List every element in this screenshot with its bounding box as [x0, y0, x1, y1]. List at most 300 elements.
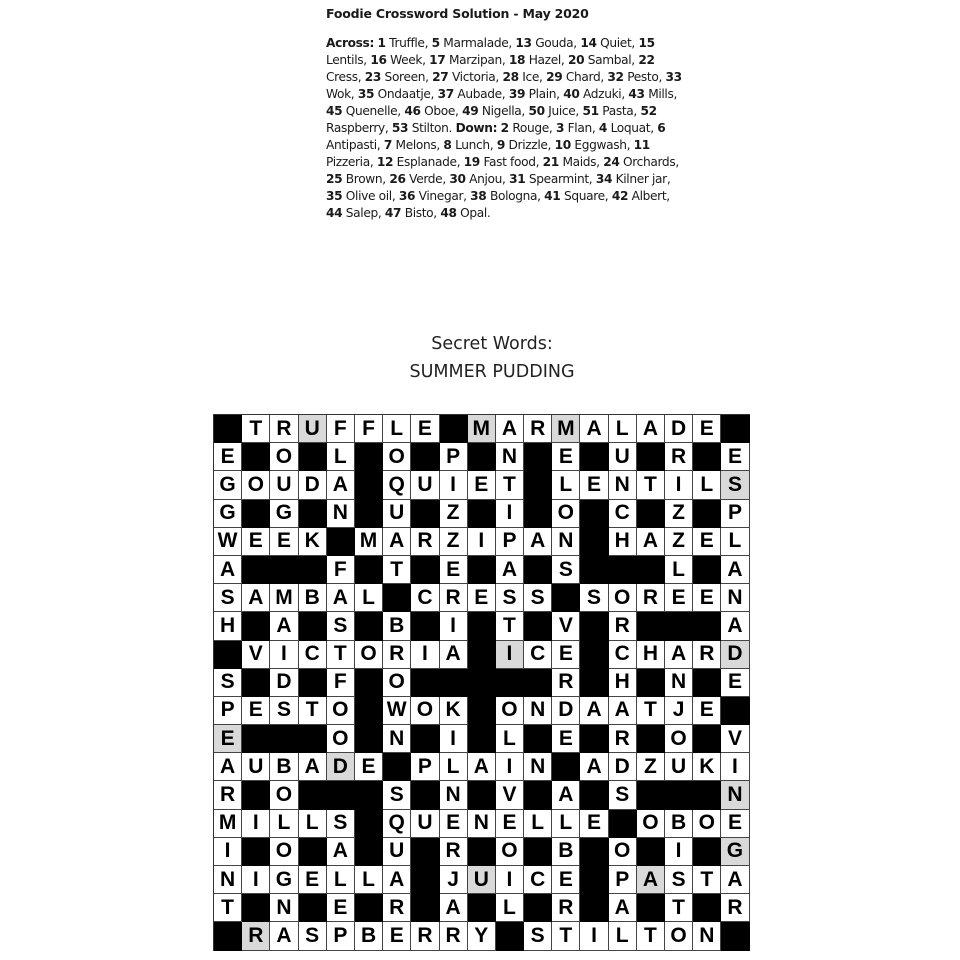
grid-cell: L: [383, 415, 411, 443]
grid-block: [580, 781, 608, 809]
grid-block: [524, 838, 552, 866]
grid-block: [524, 894, 552, 922]
grid-cell: E: [552, 725, 580, 753]
across-clue-number: 29: [546, 70, 563, 84]
grid-cell: R: [383, 641, 411, 669]
grid-cell: I: [496, 753, 524, 781]
grid-cell: F: [327, 556, 355, 584]
grid-cell: O: [693, 810, 721, 838]
grid-cell: D: [665, 415, 693, 443]
grid-block: [299, 781, 327, 809]
grid-cell: L: [552, 471, 580, 499]
grid-cell: I: [214, 838, 242, 866]
down-answer: Olive oil,: [342, 189, 396, 203]
grid-cell: I: [411, 641, 439, 669]
grid-cell: B: [299, 584, 327, 612]
grid-cell: J: [665, 697, 693, 725]
grid-cell: I: [440, 471, 468, 499]
grid-block: [637, 612, 665, 640]
grid-cell: T: [242, 415, 270, 443]
grid-cell: R: [524, 415, 552, 443]
down-answer: Rouge,: [508, 121, 553, 135]
across-answer: Juice,: [544, 104, 579, 118]
grid-cell-highlighted: A: [637, 866, 665, 894]
grid-cell: R: [270, 415, 298, 443]
grid-cell: N: [270, 894, 298, 922]
grid-block: [637, 556, 665, 584]
grid-cell: M: [270, 584, 298, 612]
grid-cell: Y: [468, 922, 496, 950]
grid-cell: R: [383, 894, 411, 922]
grid-cell: E: [355, 753, 383, 781]
grid-block: [327, 528, 355, 556]
grid-cell: E: [440, 556, 468, 584]
grid-cell: E: [496, 810, 524, 838]
grid-cell: D: [299, 471, 327, 499]
grid-cell: U: [411, 471, 439, 499]
grid-cell: E: [693, 584, 721, 612]
grid-block: [299, 725, 327, 753]
grid-cell-highlighted: M: [552, 415, 580, 443]
grid-block: [355, 810, 383, 838]
grid-block: [468, 781, 496, 809]
grid-block: [214, 922, 242, 950]
grid-block: [693, 781, 721, 809]
grid-block: [524, 669, 552, 697]
grid-cell: P: [440, 443, 468, 471]
grid-block: [327, 781, 355, 809]
solution-panel: [326, 6, 686, 222]
grid-cell: P: [214, 697, 242, 725]
grid-cell: N: [609, 471, 637, 499]
across-clue-number: 49: [462, 104, 479, 118]
down-answer: Bologna,: [486, 189, 541, 203]
grid-block: [242, 894, 270, 922]
grid-cell: C: [524, 641, 552, 669]
grid-block: [468, 556, 496, 584]
grid-cell: S: [383, 781, 411, 809]
grid-cell: F: [327, 669, 355, 697]
secret-words-section: [0, 330, 960, 386]
grid-cell: C: [609, 500, 637, 528]
grid-cell: Z: [665, 500, 693, 528]
grid-cell: A: [440, 641, 468, 669]
grid-cell: V: [721, 725, 749, 753]
grid-cell: E: [270, 528, 298, 556]
down-clue-number: 31: [509, 172, 526, 186]
grid-block: [524, 556, 552, 584]
across-clue-number: 43: [628, 87, 645, 101]
grid-cell: N: [214, 866, 242, 894]
grid-cell: O: [665, 922, 693, 950]
grid-cell: U: [383, 838, 411, 866]
grid-cell: N: [693, 922, 721, 950]
grid-cell: B: [552, 838, 580, 866]
grid-cell: E: [383, 922, 411, 950]
grid-block: [242, 838, 270, 866]
grid-cell: E: [327, 894, 355, 922]
grid-cell: I: [496, 500, 524, 528]
grid-block: [693, 556, 721, 584]
down-answer: Bisto,: [401, 206, 437, 220]
grid-block: [580, 612, 608, 640]
across-answer: Hazel,: [525, 53, 565, 67]
grid-cell: L: [355, 584, 383, 612]
across-answer: Ondaatje,: [374, 87, 435, 101]
across-answer: Gouda,: [531, 36, 577, 50]
grid-cell: Z: [637, 753, 665, 781]
grid-block: [355, 443, 383, 471]
down-answer: Salep,: [342, 206, 382, 220]
grid-block: [721, 922, 749, 950]
grid-cell: I: [665, 471, 693, 499]
grid-cell: O: [242, 471, 270, 499]
grid-cell: H: [609, 669, 637, 697]
down-answer: Drizzle,: [504, 138, 552, 152]
across-clue-number: 5: [431, 36, 440, 50]
across-clue-number: 1: [377, 36, 386, 50]
down-clue-number: 9: [496, 138, 505, 152]
grid-block: [299, 669, 327, 697]
grid-block: [524, 500, 552, 528]
grid-cell: O: [665, 725, 693, 753]
grid-block: [214, 641, 242, 669]
grid-cell: S: [299, 922, 327, 950]
grid-block: [299, 500, 327, 528]
down-clue-number: 6: [657, 121, 666, 135]
down-answer: Antipasti,: [326, 138, 381, 152]
down-answers-list: [326, 121, 679, 220]
down-clue-number: 48: [440, 206, 457, 220]
grid-cell: E: [580, 810, 608, 838]
grid-cell: R: [411, 922, 439, 950]
grid-block: [355, 500, 383, 528]
grid-cell-highlighted: G: [721, 838, 749, 866]
grid-cell: L: [524, 810, 552, 838]
grid-cell: E: [299, 866, 327, 894]
grid-cell: A: [327, 838, 355, 866]
grid-cell: O: [637, 810, 665, 838]
grid-block: [355, 781, 383, 809]
grid-cell: E: [411, 415, 439, 443]
grid-cell: S: [580, 584, 608, 612]
grid-cell: A: [609, 697, 637, 725]
across-clue-number: 20: [567, 53, 585, 67]
grid-block: [637, 443, 665, 471]
grid-cell: L: [721, 528, 749, 556]
grid-block: [693, 669, 721, 697]
across-clue-number: 17: [429, 53, 446, 67]
grid-cell: A: [524, 528, 552, 556]
grid-block: [524, 781, 552, 809]
grid-block: [665, 781, 693, 809]
grid-block: [552, 753, 580, 781]
grid-cell: M: [355, 528, 383, 556]
grid-cell-highlighted: S: [721, 471, 749, 499]
across-clue-number: 18: [508, 53, 526, 67]
grid-cell: T: [299, 697, 327, 725]
grid-cell: S: [552, 556, 580, 584]
grid-cell-highlighted: E: [214, 725, 242, 753]
grid-block: [580, 556, 608, 584]
grid-cell: N: [721, 584, 749, 612]
grid-cell: N: [440, 781, 468, 809]
grid-block: [665, 612, 693, 640]
grid-cell: Z: [665, 528, 693, 556]
grid-cell: N: [327, 500, 355, 528]
grid-cell: I: [721, 753, 749, 781]
grid-block: [693, 500, 721, 528]
grid-cell: O: [270, 838, 298, 866]
grid-block: [721, 697, 749, 725]
grid-block: [580, 500, 608, 528]
grid-cell: L: [355, 866, 383, 894]
grid-block: [580, 641, 608, 669]
across-answer: Soreen,: [381, 70, 429, 84]
grid-cell: A: [580, 415, 608, 443]
grid-cell: R: [609, 725, 637, 753]
grid-cell: E: [721, 810, 749, 838]
grid-cell: A: [383, 528, 411, 556]
down-clue-number: 38: [470, 189, 487, 203]
grid-cell: H: [609, 528, 637, 556]
grid-block: [637, 838, 665, 866]
down-clue-number: 2: [500, 121, 509, 135]
grid-cell-highlighted: D: [721, 641, 749, 669]
grid-cell: S: [214, 669, 242, 697]
grid-cell: A: [327, 471, 355, 499]
grid-cell: R: [552, 669, 580, 697]
grid-block: [242, 669, 270, 697]
grid-block: [411, 838, 439, 866]
down-label: Down:: [455, 121, 498, 135]
across-clue-number: 50: [528, 104, 545, 118]
grid-block: [524, 471, 552, 499]
grid-block: [411, 781, 439, 809]
grid-block: [355, 612, 383, 640]
grid-cell: K: [299, 528, 327, 556]
down-clue-number: 42: [611, 189, 629, 203]
grid-block: [524, 725, 552, 753]
grid-cell: E: [552, 443, 580, 471]
grid-cell: T: [693, 866, 721, 894]
grid-cell: T: [496, 612, 524, 640]
grid-block: [299, 443, 327, 471]
down-clue-number: 24: [603, 155, 620, 169]
grid-block: [721, 415, 749, 443]
down-clue-number: 41: [544, 189, 561, 203]
grid-cell: A: [609, 894, 637, 922]
grid-cell: A: [270, 922, 298, 950]
grid-cell: T: [383, 556, 411, 584]
across-clue-number: 46: [404, 104, 421, 118]
across-clue-number: 33: [665, 70, 682, 84]
grid-block: [299, 612, 327, 640]
grid-cell: O: [355, 641, 383, 669]
grid-block: [440, 415, 468, 443]
grid-cell: Z: [440, 500, 468, 528]
grid-cell: H: [214, 612, 242, 640]
down-answer: Maids,: [558, 155, 600, 169]
grid-cell: C: [299, 641, 327, 669]
grid-cell: A: [496, 415, 524, 443]
grid-cell: T: [552, 922, 580, 950]
grid-cell: D: [609, 753, 637, 781]
grid-cell: M: [214, 810, 242, 838]
grid-cell: A: [270, 612, 298, 640]
across-answer: Plain,: [525, 87, 560, 101]
grid-cell: N: [524, 753, 552, 781]
grid-cell: O: [609, 584, 637, 612]
across-clue-number: 15: [638, 36, 655, 50]
grid-block: [693, 725, 721, 753]
grid-cell: E: [242, 528, 270, 556]
down-answer: Kilner jar,: [612, 172, 671, 186]
grid-cell: A: [721, 866, 749, 894]
grid-cell: D: [270, 669, 298, 697]
across-answer: Pasta,: [598, 104, 637, 118]
across-clue-number: 13: [515, 36, 532, 50]
grid-block: [524, 612, 552, 640]
grid-block: [214, 415, 242, 443]
grid-cell: D: [552, 697, 580, 725]
grid-cell: O: [327, 725, 355, 753]
grid-cell: T: [637, 471, 665, 499]
grid-cell: S: [496, 584, 524, 612]
grid-cell-highlighted: M: [468, 415, 496, 443]
grid-block: [552, 584, 580, 612]
grid-cell: R: [637, 584, 665, 612]
grid-block: [693, 838, 721, 866]
grid-cell: E: [693, 528, 721, 556]
grid-cell: Q: [383, 810, 411, 838]
across-answer: Raspberry,: [326, 121, 389, 135]
grid-cell: U: [665, 753, 693, 781]
grid-cell: R: [665, 443, 693, 471]
grid-cell: T: [214, 894, 242, 922]
grid-block: [242, 443, 270, 471]
down-answer: Anjou,: [465, 172, 506, 186]
grid-block: [496, 922, 524, 950]
grid-cell: P: [327, 922, 355, 950]
grid-cell: L: [299, 810, 327, 838]
grid-cell: L: [665, 556, 693, 584]
down-clue-number: 35: [326, 189, 343, 203]
grid-cell: O: [496, 838, 524, 866]
down-answer: Loquat,: [607, 121, 654, 135]
crossword-grid: [213, 414, 750, 951]
grid-cell: A: [327, 584, 355, 612]
grid-block: [524, 443, 552, 471]
grid-cell: O: [270, 781, 298, 809]
grid-cell: G: [270, 866, 298, 894]
across-answer: Week,: [386, 53, 426, 67]
grid-cell: P: [496, 528, 524, 556]
grid-block: [242, 612, 270, 640]
across-answer: Pesto,: [623, 70, 662, 84]
grid-block: [411, 894, 439, 922]
grid-block: [355, 725, 383, 753]
grid-block: [580, 669, 608, 697]
grid-cell: O: [609, 838, 637, 866]
grid-cell: A: [552, 781, 580, 809]
across-label: Across:: [326, 36, 374, 50]
grid-cell: E: [693, 697, 721, 725]
across-clue-number: 23: [364, 70, 382, 84]
grid-cell: R: [440, 838, 468, 866]
grid-cell: S: [327, 612, 355, 640]
grid-cell: P: [411, 753, 439, 781]
grid-cell: N: [524, 697, 552, 725]
grid-cell: A: [214, 753, 242, 781]
grid-cell: A: [496, 556, 524, 584]
across-answer: Quenelle,: [342, 104, 401, 118]
grid-cell: G: [214, 471, 242, 499]
grid-block: [609, 810, 637, 838]
grid-cell: F: [355, 415, 383, 443]
grid-block: [355, 697, 383, 725]
secret-words-answer: SUMMER PUDDING: [409, 362, 575, 382]
grid-block: [270, 556, 298, 584]
down-answer: Spearmint,: [525, 172, 593, 186]
across-clue-number: 37: [437, 87, 454, 101]
down-answer: Vinegar,: [415, 189, 467, 203]
grid-cell-highlighted: U: [299, 415, 327, 443]
across-clue-number: 40: [563, 87, 580, 101]
grid-cell: C: [609, 641, 637, 669]
grid-block: [299, 556, 327, 584]
grid-block: [637, 781, 665, 809]
grid-cell: B: [383, 612, 411, 640]
grid-block: [355, 838, 383, 866]
grid-cell: S: [524, 584, 552, 612]
grid-cell: O: [270, 443, 298, 471]
across-answer: Truffle,: [385, 36, 429, 50]
grid-cell: I: [440, 612, 468, 640]
grid-cell: U: [242, 753, 270, 781]
grid-cell: A: [721, 612, 749, 640]
across-answer: Adzuki,: [579, 87, 625, 101]
across-clue-number: 39: [508, 87, 526, 101]
grid-block: [411, 443, 439, 471]
grid-cell: I: [665, 838, 693, 866]
across-answer: Stilton.: [408, 121, 453, 135]
down-answer: Fast food,: [479, 155, 540, 169]
across-clue-number: 27: [432, 70, 449, 84]
down-answer: Brown,: [342, 172, 386, 186]
across-answer: Cress,: [326, 70, 362, 84]
across-clue-number: 14: [580, 36, 597, 50]
grid-block: [468, 894, 496, 922]
down-clue-number: 25: [326, 172, 343, 186]
grid-block: [580, 894, 608, 922]
grid-cell: L: [496, 725, 524, 753]
grid-block: [693, 894, 721, 922]
grid-cell: L: [496, 894, 524, 922]
grid-block: [580, 528, 608, 556]
down-answer: Albert,: [628, 189, 670, 203]
grid-cell: I: [242, 810, 270, 838]
grid-cell: R: [440, 922, 468, 950]
grid-cell: A: [721, 556, 749, 584]
grid-block: [383, 753, 411, 781]
grid-cell: J: [440, 866, 468, 894]
down-clue-number: 10: [554, 138, 571, 152]
grid-cell: O: [327, 697, 355, 725]
grid-block: [580, 838, 608, 866]
grid-cell: R: [440, 584, 468, 612]
grid-cell: N: [383, 725, 411, 753]
